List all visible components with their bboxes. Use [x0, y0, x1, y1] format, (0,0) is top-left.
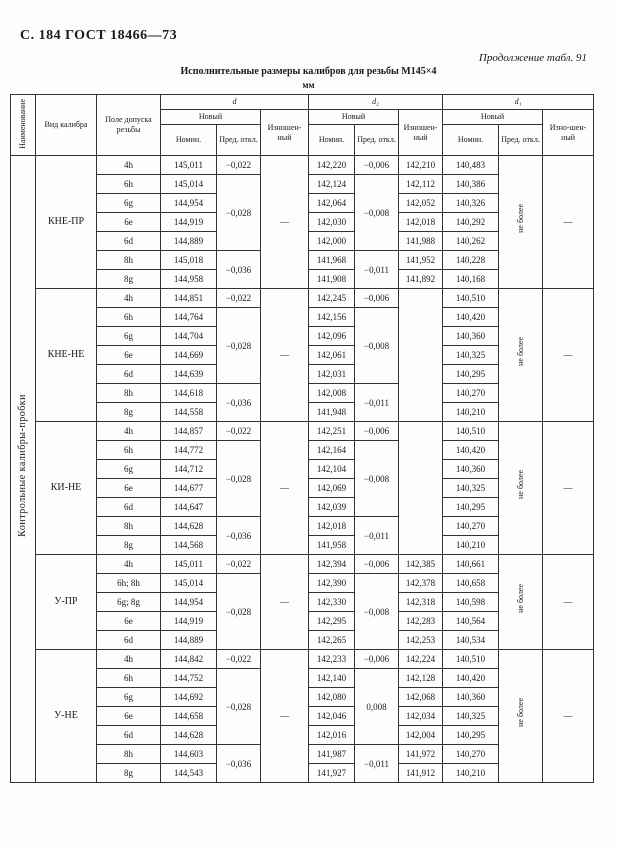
- d1-nominal-cell: 140,295: [443, 498, 499, 517]
- d-nominal-cell: 144,842: [161, 650, 217, 669]
- d-nominal-cell: 144,954: [161, 194, 217, 213]
- d1-deviation-cell: [499, 289, 543, 422]
- d-nominal-cell: 144,603: [161, 745, 217, 764]
- d2-worn-cell: 142,253: [399, 631, 443, 650]
- d-nominal-cell: 145,011: [161, 555, 217, 574]
- table-row: [11, 650, 594, 669]
- d2-nominal-cell: 141,948: [309, 403, 355, 422]
- d2-nominal-cell: 142,233: [309, 650, 355, 669]
- d1-nominal-cell: 140,483: [443, 156, 499, 175]
- d-nominal-cell: 144,752: [161, 669, 217, 688]
- main-category-label: Контрольные калибры-пробки: [17, 394, 28, 537]
- tolerance-field-cell: 6e: [97, 707, 161, 726]
- d1-nominal-cell: 140,270: [443, 517, 499, 536]
- d2-worn-cell: 142,385: [399, 555, 443, 574]
- calibre-kind-cell: КНЕ-ПР: [36, 156, 97, 289]
- d1-nominal-cell: 140,598: [443, 593, 499, 612]
- d2-nominal-cell: 142,069: [309, 479, 355, 498]
- d1-deviation-cell: [499, 650, 543, 783]
- d2-nominal-cell: 142,104: [309, 460, 355, 479]
- d-worn-cell: —: [261, 156, 309, 289]
- d-nominal-cell: 144,568: [161, 536, 217, 555]
- d1-nominal-cell: 140,326: [443, 194, 499, 213]
- tolerance-field-cell: 8g: [97, 403, 161, 422]
- d2-nominal-cell: 142,140: [309, 669, 355, 688]
- d-nominal-cell: 145,014: [161, 574, 217, 593]
- col-d2-header: d₂: [309, 95, 443, 110]
- d-deviation-cell: −0,022: [217, 650, 261, 669]
- d1-nominal-cell: 140,510: [443, 650, 499, 669]
- d-deviation-cell: −0,028: [217, 441, 261, 517]
- d2-worn-cell: 142,018: [399, 213, 443, 232]
- table-row: [11, 289, 594, 308]
- d2-nominal-cell: 141,908: [309, 270, 355, 289]
- d2-worn-cell-empty: [399, 422, 443, 555]
- d-nominal-cell: 144,919: [161, 612, 217, 631]
- d1-nominal-cell: 140,534: [443, 631, 499, 650]
- d-nominal-cell: 144,704: [161, 327, 217, 346]
- d2-nominal-cell: 141,968: [309, 251, 355, 270]
- d1-nominal-cell: 140,360: [443, 460, 499, 479]
- d1-nominal-cell: 140,210: [443, 536, 499, 555]
- tolerance-field-cell: 8g: [97, 764, 161, 783]
- d1-deviation-cell: [499, 156, 543, 289]
- d1-deviation-cell: [499, 555, 543, 650]
- tolerance-field-cell: 6h; 8h: [97, 574, 161, 593]
- d-deviation-cell: −0,028: [217, 669, 261, 745]
- calibre-kind-cell: КИ-НЕ: [36, 422, 97, 555]
- d-nominal-cell: 144,764: [161, 308, 217, 327]
- d2-worn-cell: 142,052: [399, 194, 443, 213]
- d-nominal-cell: 144,669: [161, 346, 217, 365]
- d-deviation-cell: −0,028: [217, 574, 261, 650]
- d1-nominal-cell: 140,210: [443, 764, 499, 783]
- table-row: [11, 156, 594, 175]
- tolerance-field-cell: 6d: [97, 365, 161, 384]
- d-nominal-cell: 144,954: [161, 593, 217, 612]
- d2-worn-cell: 141,892: [399, 270, 443, 289]
- d1-worn-header: Изно-шен-ный: [543, 110, 594, 156]
- d2-deviation-cell: −0,008: [355, 574, 399, 650]
- d1-nominal-cell: 140,658: [443, 574, 499, 593]
- d2-deviation-cell: −0,008: [355, 308, 399, 384]
- d1-nominal-cell: 140,228: [443, 251, 499, 270]
- d1-nominal-cell: 140,270: [443, 384, 499, 403]
- d2-worn-cell-empty: [399, 289, 443, 422]
- d2-worn-cell: 141,988: [399, 232, 443, 251]
- d2-nominal-cell: 142,390: [309, 574, 355, 593]
- d1-nominal-cell: 140,270: [443, 745, 499, 764]
- d-nominal-cell: 145,018: [161, 251, 217, 270]
- d2-nominal-cell: 142,080: [309, 688, 355, 707]
- tolerance-field-cell: 6h: [97, 669, 161, 688]
- tolerance-field-cell: 8h: [97, 384, 161, 403]
- d-nom-header: Номин.: [161, 125, 217, 156]
- d-dev-header: Пред. откл.: [217, 125, 261, 156]
- table-title: Исполнительные размеры калибров для резьбы М145×4: [180, 66, 437, 77]
- tolerance-field-cell: 6e: [97, 346, 161, 365]
- d2-worn-cell: 142,128: [399, 669, 443, 688]
- not-more-label: не более: [515, 337, 525, 366]
- d1-nominal-cell: 140,420: [443, 669, 499, 688]
- d1-nominal-cell: 140,360: [443, 688, 499, 707]
- d2-deviation-cell: −0,006: [355, 555, 399, 574]
- tolerance-field-cell: 6h: [97, 441, 161, 460]
- tolerance-field-cell: 6e: [97, 612, 161, 631]
- tolerance-field-cell: 6g: [97, 460, 161, 479]
- tolerance-field-cell: 6d: [97, 232, 161, 251]
- tolerance-field-cell: 8h: [97, 251, 161, 270]
- d-worn-cell: —: [261, 422, 309, 555]
- not-more-label: не более: [515, 470, 525, 499]
- d-nominal-cell: 144,889: [161, 631, 217, 650]
- d1-worn-cell: —: [543, 555, 594, 650]
- tolerance-field-cell: 4h: [97, 555, 161, 574]
- d-worn-cell: —: [261, 555, 309, 650]
- d2-nominal-cell: 142,039: [309, 498, 355, 517]
- d2-deviation-cell: −0,006: [355, 422, 399, 441]
- d-nominal-cell: 144,558: [161, 403, 217, 422]
- col-field-header: Поле допуска резьбы: [97, 95, 161, 156]
- calibre-kind-cell: КНЕ-НЕ: [36, 289, 97, 422]
- d-deviation-cell: −0,036: [217, 745, 261, 783]
- d2-nominal-cell: 141,987: [309, 745, 355, 764]
- d-nominal-cell: 144,677: [161, 479, 217, 498]
- tolerance-field-cell: 6h: [97, 308, 161, 327]
- d-nominal-cell: 144,647: [161, 498, 217, 517]
- d2-deviation-cell: −0,006: [355, 289, 399, 308]
- d2-nominal-cell: 141,927: [309, 764, 355, 783]
- main-category-cell: [11, 156, 36, 783]
- d1-nominal-cell: 140,295: [443, 726, 499, 745]
- d1-nominal-cell: 140,292: [443, 213, 499, 232]
- d2-nominal-cell: 142,164: [309, 441, 355, 460]
- tolerance-field-cell: 6d: [97, 631, 161, 650]
- d2-nominal-cell: 142,064: [309, 194, 355, 213]
- d-worn-cell: —: [261, 650, 309, 783]
- d2-deviation-cell: −0,006: [355, 650, 399, 669]
- page-header-left: С. 184 ГОСТ 18466—73: [20, 28, 178, 43]
- d2-nominal-cell: 142,265: [309, 631, 355, 650]
- d-nominal-cell: 144,851: [161, 289, 217, 308]
- d1-nominal-cell: 140,168: [443, 270, 499, 289]
- tolerance-field-cell: 6g: [97, 688, 161, 707]
- d2-deviation-cell: −0,008: [355, 175, 399, 251]
- col-d1-header: d₁: [443, 95, 594, 110]
- d1-worn-cell: —: [543, 422, 594, 555]
- d2-worn-cell: 141,972: [399, 745, 443, 764]
- d2-nominal-cell: 142,245: [309, 289, 355, 308]
- d-nominal-cell: 144,543: [161, 764, 217, 783]
- d1-nominal-cell: 140,564: [443, 612, 499, 631]
- tolerance-field-cell: 8h: [97, 745, 161, 764]
- d2-nominal-cell: 142,330: [309, 593, 355, 612]
- d2-worn-cell: 142,004: [399, 726, 443, 745]
- d2-nominal-cell: 142,030: [309, 213, 355, 232]
- d-deviation-cell: −0,028: [217, 308, 261, 384]
- tolerance-field-cell: 4h: [97, 650, 161, 669]
- d2-nominal-cell: 142,124: [309, 175, 355, 194]
- d1-nominal-cell: 140,420: [443, 308, 499, 327]
- d-nominal-cell: 144,919: [161, 213, 217, 232]
- col-kind-header: Вид калибра: [36, 95, 97, 156]
- d1-nominal-cell: 140,420: [443, 441, 499, 460]
- d1-worn-cell: —: [543, 289, 594, 422]
- d-worn-header: Изношен-ный: [261, 110, 309, 156]
- d1-nominal-cell: 140,262: [443, 232, 499, 251]
- d-worn-cell: —: [261, 289, 309, 422]
- d1-nominal-cell: 140,661: [443, 555, 499, 574]
- tolerance-field-cell: 4h: [97, 422, 161, 441]
- d1-deviation-cell: [499, 422, 543, 555]
- d1-worn-cell: —: [543, 650, 594, 783]
- d1-nom-header: Номин.: [443, 125, 499, 156]
- d2-worn-cell: 142,068: [399, 688, 443, 707]
- tolerance-field-cell: 6h: [97, 175, 161, 194]
- d-nominal-cell: 144,958: [161, 270, 217, 289]
- d2-worn-cell: 141,912: [399, 764, 443, 783]
- d2-deviation-cell: −0,006: [355, 156, 399, 175]
- d-nominal-cell: 144,712: [161, 460, 217, 479]
- d-nominal-cell: 144,618: [161, 384, 217, 403]
- d-nominal-cell: 145,011: [161, 156, 217, 175]
- d1-new-header: Новый: [443, 110, 543, 125]
- d-nominal-cell: 144,639: [161, 365, 217, 384]
- tolerance-field-cell: 8g: [97, 536, 161, 555]
- d1-dev-header: Пред. откл.: [499, 125, 543, 156]
- d2-deviation-cell: −0,008: [355, 441, 399, 517]
- tolerance-field-cell: 6e: [97, 479, 161, 498]
- d2-worn-cell: 142,034: [399, 707, 443, 726]
- d-nominal-cell: 144,628: [161, 726, 217, 745]
- d-new-header: Новый: [161, 110, 261, 125]
- d2-nominal-cell: 142,016: [309, 726, 355, 745]
- tolerance-field-cell: 6g; 8g: [97, 593, 161, 612]
- not-more-label: не более: [515, 698, 525, 727]
- d-nominal-cell: 144,889: [161, 232, 217, 251]
- table-row: [11, 422, 594, 441]
- d1-nominal-cell: 140,325: [443, 346, 499, 365]
- tolerance-field-cell: 8h: [97, 517, 161, 536]
- page-header-right: Продолжение табл. 91: [478, 52, 587, 64]
- table-unit: мм: [302, 80, 315, 90]
- d-nominal-cell: 145,014: [161, 175, 217, 194]
- d1-nominal-cell: 140,210: [443, 403, 499, 422]
- d1-worn-cell: —: [543, 156, 594, 289]
- calibre-table: [10, 94, 594, 783]
- d2-nominal-cell: 142,295: [309, 612, 355, 631]
- d2-worn-header: Изношен-ный: [399, 110, 443, 156]
- d-deviation-cell: −0,028: [217, 175, 261, 251]
- not-more-label: не более: [515, 204, 525, 233]
- d-deviation-cell: −0,022: [217, 422, 261, 441]
- tolerance-field-cell: 6d: [97, 498, 161, 517]
- d1-nominal-cell: 140,325: [443, 479, 499, 498]
- d-nominal-cell: 144,692: [161, 688, 217, 707]
- tolerance-field-cell: 6d: [97, 726, 161, 745]
- table-row: [11, 555, 594, 574]
- d-nominal-cell: 144,658: [161, 707, 217, 726]
- d-deviation-cell: −0,036: [217, 517, 261, 555]
- tolerance-field-cell: 4h: [97, 289, 161, 308]
- d1-nominal-cell: 140,295: [443, 365, 499, 384]
- d2-deviation-cell: −0,011: [355, 384, 399, 422]
- d2-nominal-cell: 142,394: [309, 555, 355, 574]
- d2-worn-cell: 142,210: [399, 156, 443, 175]
- d1-nominal-cell: 140,325: [443, 707, 499, 726]
- col-d-header: d: [161, 95, 309, 110]
- not-more-label: не более: [515, 584, 525, 613]
- d-nominal-cell: 144,628: [161, 517, 217, 536]
- d2-nominal-cell: 142,031: [309, 365, 355, 384]
- d2-nominal-cell: 142,220: [309, 156, 355, 175]
- d-deviation-cell: −0,036: [217, 251, 261, 289]
- d-nominal-cell: 144,772: [161, 441, 217, 460]
- table-body: [11, 156, 594, 783]
- d2-nominal-cell: 142,008: [309, 384, 355, 403]
- d2-deviation-cell: −0,011: [355, 745, 399, 783]
- d2-worn-cell: 142,112: [399, 175, 443, 194]
- d-nominal-cell: 144,857: [161, 422, 217, 441]
- d2-nominal-cell: 142,061: [309, 346, 355, 365]
- d2-deviation-cell: −0,011: [355, 251, 399, 289]
- d-deviation-cell: −0,022: [217, 289, 261, 308]
- calibre-kind-cell: У-НЕ: [36, 650, 97, 783]
- tolerance-field-cell: 6g: [97, 327, 161, 346]
- tolerance-field-cell: 6g: [97, 194, 161, 213]
- d2-dev-header: Пред. откл.: [355, 125, 399, 156]
- d2-deviation-cell: 0,008: [355, 669, 399, 745]
- d2-nominal-cell: 142,156: [309, 308, 355, 327]
- d2-nom-header: Номин.: [309, 125, 355, 156]
- d2-nominal-cell: 142,000: [309, 232, 355, 251]
- d1-nominal-cell: 140,386: [443, 175, 499, 194]
- d2-worn-cell: 142,378: [399, 574, 443, 593]
- d2-deviation-cell: −0,011: [355, 517, 399, 555]
- d2-worn-cell: 142,318: [399, 593, 443, 612]
- d2-nominal-cell: 141,958: [309, 536, 355, 555]
- tolerance-field-cell: 4h: [97, 156, 161, 175]
- d2-worn-cell: 142,224: [399, 650, 443, 669]
- d2-nominal-cell: 142,251: [309, 422, 355, 441]
- d2-nominal-cell: 142,046: [309, 707, 355, 726]
- d2-worn-cell: 142,283: [399, 612, 443, 631]
- d2-worn-cell: 141,952: [399, 251, 443, 270]
- col-name-header: Наименование: [11, 95, 36, 156]
- tolerance-field-cell: 6e: [97, 213, 161, 232]
- d1-nominal-cell: 140,360: [443, 327, 499, 346]
- d-deviation-cell: −0,036: [217, 384, 261, 422]
- d1-nominal-cell: 140,510: [443, 422, 499, 441]
- d-deviation-cell: −0,022: [217, 555, 261, 574]
- d2-nominal-cell: 142,018: [309, 517, 355, 536]
- d2-nominal-cell: 142,096: [309, 327, 355, 346]
- calibre-kind-cell: У-ПР: [36, 555, 97, 650]
- d-deviation-cell: −0,022: [217, 156, 261, 175]
- d2-new-header: Новый: [309, 110, 399, 125]
- d1-nominal-cell: 140,510: [443, 289, 499, 308]
- tolerance-field-cell: 8g: [97, 270, 161, 289]
